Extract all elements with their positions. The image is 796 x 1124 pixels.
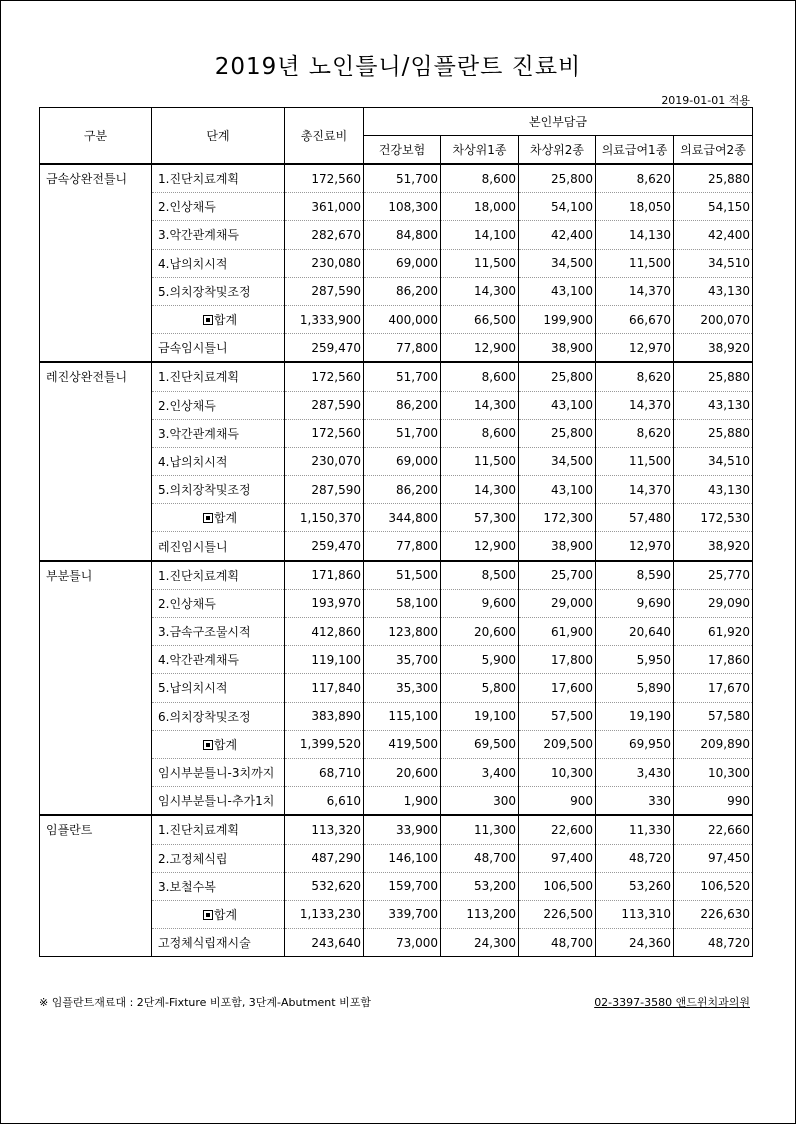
- total-cell: 172,560: [285, 164, 364, 193]
- total-cell: 113,320: [285, 815, 364, 844]
- copay-medical-aid-2-cell: 29,090: [674, 589, 753, 617]
- copay-near-poor-2-cell: 25,700: [519, 561, 596, 590]
- table-row: [40, 164, 753, 193]
- total-cell: 1,399,520: [285, 730, 364, 758]
- copay-medical-aid-1-cell: 66,670: [596, 305, 674, 333]
- stage-cell: 1.진단치료계획: [152, 815, 285, 844]
- copay-health-insurance-cell: 146,100: [364, 844, 441, 872]
- copay-health-insurance-cell: 159,700: [364, 872, 441, 900]
- copay-near-poor-2-cell: 38,900: [519, 334, 596, 363]
- copay-medical-aid-2-cell: 34,510: [674, 249, 753, 277]
- total-cell: 1,150,370: [285, 504, 364, 532]
- table-row: [40, 561, 753, 590]
- stage-cell: 2.인상채득: [152, 391, 285, 419]
- copay-near-poor-2-cell: 97,400: [519, 844, 596, 872]
- copay-health-insurance-cell: 33,900: [364, 815, 441, 844]
- copay-medical-aid-2-cell: 25,770: [674, 561, 753, 590]
- copay-medical-aid-1-cell: 69,950: [596, 730, 674, 758]
- group-1: [40, 362, 753, 560]
- header-copay-near-poor-2: 차상위2종: [519, 136, 596, 165]
- copay-near-poor-1-cell: 14,300: [441, 277, 519, 305]
- copay-near-poor-1-cell: 8,500: [441, 561, 519, 590]
- table-header: [40, 108, 753, 165]
- stage-cell: [152, 900, 285, 928]
- copay-medical-aid-1-cell: 9,690: [596, 589, 674, 617]
- copay-medical-aid-1-cell: 113,310: [596, 900, 674, 928]
- total-cell: 487,290: [285, 844, 364, 872]
- copay-near-poor-1-cell: 69,500: [441, 730, 519, 758]
- total-cell: 6,610: [285, 787, 364, 816]
- copay-near-poor-1-cell: 53,200: [441, 872, 519, 900]
- copay-near-poor-2-cell: 61,900: [519, 618, 596, 646]
- copay-medical-aid-1-cell: 53,260: [596, 872, 674, 900]
- table-row: [40, 362, 753, 391]
- total-cell: 243,640: [285, 929, 364, 957]
- copay-near-poor-1-cell: 14,300: [441, 476, 519, 504]
- copay-health-insurance-cell: 400,000: [364, 305, 441, 333]
- copay-medical-aid-2-cell: 34,510: [674, 447, 753, 475]
- total-cell: 282,670: [285, 221, 364, 249]
- copay-medical-aid-2-cell: 38,920: [674, 532, 753, 561]
- copay-medical-aid-2-cell: 25,880: [674, 164, 753, 193]
- copay-medical-aid-2-cell: 43,130: [674, 476, 753, 504]
- copay-near-poor-1-cell: 8,600: [441, 362, 519, 391]
- copay-medical-aid-2-cell: 25,880: [674, 362, 753, 391]
- copay-medical-aid-2-cell: 106,520: [674, 872, 753, 900]
- copay-near-poor-2-cell: 34,500: [519, 249, 596, 277]
- stage-cell: [152, 730, 285, 758]
- copay-health-insurance-cell: 77,800: [364, 334, 441, 363]
- copay-near-poor-1-cell: 8,600: [441, 164, 519, 193]
- category-cell: 레진상완전틀니: [40, 362, 152, 560]
- copay-near-poor-1-cell: 11,300: [441, 815, 519, 844]
- total-cell: 193,970: [285, 589, 364, 617]
- copay-health-insurance-cell: 69,000: [364, 249, 441, 277]
- copay-health-insurance-cell: 86,200: [364, 391, 441, 419]
- subtotal-label: 합계: [213, 511, 238, 526]
- total-cell: 259,470: [285, 532, 364, 561]
- subtotal-label: 합계: [213, 737, 238, 752]
- subtotal-square-icon: [203, 513, 213, 523]
- copay-near-poor-2-cell: 43,100: [519, 277, 596, 305]
- subtotal-square-icon: [203, 910, 213, 920]
- stage-cell: 임시부분틀니-3치까지: [152, 758, 285, 786]
- total-cell: 532,620: [285, 872, 364, 900]
- copay-medical-aid-2-cell: 10,300: [674, 758, 753, 786]
- copay-medical-aid-1-cell: 14,370: [596, 476, 674, 504]
- copay-health-insurance-cell: 1,900: [364, 787, 441, 816]
- copay-medical-aid-2-cell: 48,720: [674, 929, 753, 957]
- copay-health-insurance-cell: 51,500: [364, 561, 441, 590]
- copay-near-poor-2-cell: 34,500: [519, 447, 596, 475]
- copay-medical-aid-1-cell: 11,500: [596, 447, 674, 475]
- stage-cell: 5.의치장착및조정: [152, 476, 285, 504]
- copay-health-insurance-cell: 35,300: [364, 674, 441, 702]
- category-cell: 임플란트: [40, 815, 152, 956]
- copay-health-insurance-cell: 69,000: [364, 447, 441, 475]
- stage-cell: 3.악간관계채득: [152, 221, 285, 249]
- copay-near-poor-2-cell: 22,600: [519, 815, 596, 844]
- copay-near-poor-2-cell: 25,800: [519, 164, 596, 193]
- stage-cell: [152, 305, 285, 333]
- stage-cell: 2.인상채득: [152, 193, 285, 221]
- copay-health-insurance-cell: 51,700: [364, 419, 441, 447]
- copay-near-poor-2-cell: 17,800: [519, 646, 596, 674]
- stage-cell: 3.보철수복: [152, 872, 285, 900]
- copay-medical-aid-2-cell: 42,400: [674, 221, 753, 249]
- copay-health-insurance-cell: 123,800: [364, 618, 441, 646]
- copay-medical-aid-2-cell: 226,630: [674, 900, 753, 928]
- stage-cell: 1.진단치료계획: [152, 164, 285, 193]
- copay-health-insurance-cell: 51,700: [364, 164, 441, 193]
- copay-medical-aid-2-cell: 97,450: [674, 844, 753, 872]
- copay-medical-aid-2-cell: 54,150: [674, 193, 753, 221]
- clinic-contact: 02-3397-3580 앤드윈치과의원: [594, 996, 750, 1009]
- copay-health-insurance-cell: 84,800: [364, 221, 441, 249]
- total-cell: 412,860: [285, 618, 364, 646]
- copay-health-insurance-cell: 35,700: [364, 646, 441, 674]
- copay-near-poor-1-cell: 5,900: [441, 646, 519, 674]
- total-cell: 172,560: [285, 362, 364, 391]
- copay-medical-aid-1-cell: 8,590: [596, 561, 674, 590]
- total-cell: 172,560: [285, 419, 364, 447]
- stage-cell: 5.의치장착및조정: [152, 277, 285, 305]
- stage-cell: 3.금속구조물시적: [152, 618, 285, 646]
- copay-medical-aid-2-cell: 17,860: [674, 646, 753, 674]
- copay-medical-aid-2-cell: 43,130: [674, 277, 753, 305]
- copay-medical-aid-2-cell: 172,530: [674, 504, 753, 532]
- copay-medical-aid-1-cell: 330: [596, 787, 674, 816]
- copay-near-poor-2-cell: 106,500: [519, 872, 596, 900]
- stage-cell: 4.납의치시적: [152, 249, 285, 277]
- copay-near-poor-2-cell: 29,000: [519, 589, 596, 617]
- copay-near-poor-2-cell: 25,800: [519, 419, 596, 447]
- copay-near-poor-1-cell: 20,600: [441, 618, 519, 646]
- copay-health-insurance-cell: 419,500: [364, 730, 441, 758]
- stage-cell: 1.진단치료계획: [152, 362, 285, 391]
- stage-cell: 5.납의치시적: [152, 674, 285, 702]
- copay-near-poor-2-cell: 43,100: [519, 391, 596, 419]
- group-2: [40, 561, 753, 816]
- copay-medical-aid-1-cell: 14,370: [596, 277, 674, 305]
- total-cell: 1,133,230: [285, 900, 364, 928]
- stage-cell: 4.납의치시적: [152, 447, 285, 475]
- copay-near-poor-1-cell: 300: [441, 787, 519, 816]
- category-cell: 부분틀니: [40, 561, 152, 816]
- total-cell: 259,470: [285, 334, 364, 363]
- header-copay-group: 본인부담금: [364, 108, 753, 136]
- copay-near-poor-2-cell: 209,500: [519, 730, 596, 758]
- copay-near-poor-1-cell: 48,700: [441, 844, 519, 872]
- total-cell: 287,590: [285, 391, 364, 419]
- copay-health-insurance-cell: 86,200: [364, 476, 441, 504]
- total-cell: 117,840: [285, 674, 364, 702]
- stage-cell: 4.악간관계채득: [152, 646, 285, 674]
- copay-near-poor-1-cell: 19,100: [441, 702, 519, 730]
- copay-near-poor-2-cell: 42,400: [519, 221, 596, 249]
- stage-cell: 3.악간관계채득: [152, 419, 285, 447]
- stage-cell: 6.의치장착및조정: [152, 702, 285, 730]
- stage-cell: [152, 504, 285, 532]
- total-cell: 68,710: [285, 758, 364, 786]
- total-cell: 287,590: [285, 476, 364, 504]
- stage-cell: 2.고정체식립: [152, 844, 285, 872]
- total-cell: 361,000: [285, 193, 364, 221]
- total-cell: 383,890: [285, 702, 364, 730]
- copay-near-poor-1-cell: 9,600: [441, 589, 519, 617]
- copay-near-poor-1-cell: 57,300: [441, 504, 519, 532]
- subtotal-square-icon: [203, 315, 213, 325]
- copay-medical-aid-2-cell: 22,660: [674, 815, 753, 844]
- copay-health-insurance-cell: 339,700: [364, 900, 441, 928]
- subtotal-label: 합계: [213, 907, 238, 922]
- stage-cell: 1.진단치료계획: [152, 561, 285, 590]
- table-row: [40, 815, 753, 844]
- copay-near-poor-1-cell: 14,300: [441, 391, 519, 419]
- copay-near-poor-2-cell: 10,300: [519, 758, 596, 786]
- header-copay-medical-aid-1: 의료급여1종: [596, 136, 674, 165]
- copay-medical-aid-1-cell: 48,720: [596, 844, 674, 872]
- copay-near-poor-2-cell: 57,500: [519, 702, 596, 730]
- stage-cell: 임시부분틀니-추가1치: [152, 787, 285, 816]
- stage-cell: 레진임시틀니: [152, 532, 285, 561]
- copay-medical-aid-2-cell: 990: [674, 787, 753, 816]
- copay-medical-aid-2-cell: 61,920: [674, 618, 753, 646]
- copay-medical-aid-2-cell: 209,890: [674, 730, 753, 758]
- copay-medical-aid-1-cell: 11,330: [596, 815, 674, 844]
- copay-near-poor-1-cell: 12,900: [441, 532, 519, 561]
- copay-medical-aid-1-cell: 14,130: [596, 221, 674, 249]
- subtotal-square-icon: [203, 740, 213, 750]
- copay-health-insurance-cell: 20,600: [364, 758, 441, 786]
- copay-medical-aid-2-cell: 200,070: [674, 305, 753, 333]
- copay-near-poor-2-cell: 172,300: [519, 504, 596, 532]
- copay-health-insurance-cell: 73,000: [364, 929, 441, 957]
- copay-health-insurance-cell: 108,300: [364, 193, 441, 221]
- total-cell: 1,333,900: [285, 305, 364, 333]
- copay-near-poor-2-cell: 25,800: [519, 362, 596, 391]
- copay-medical-aid-2-cell: 43,130: [674, 391, 753, 419]
- copay-near-poor-1-cell: 113,200: [441, 900, 519, 928]
- copay-near-poor-2-cell: 38,900: [519, 532, 596, 561]
- apply-date: 2019-01-01 적용: [661, 94, 750, 107]
- copay-medical-aid-2-cell: 25,880: [674, 419, 753, 447]
- total-cell: 230,070: [285, 447, 364, 475]
- copay-medical-aid-2-cell: 38,920: [674, 334, 753, 363]
- stage-cell: 금속임시틀니: [152, 334, 285, 363]
- copay-medical-aid-1-cell: 5,890: [596, 674, 674, 702]
- copay-near-poor-2-cell: 17,600: [519, 674, 596, 702]
- stage-cell: 고정체식립재시술: [152, 929, 285, 957]
- stage-cell: 2.인상채득: [152, 589, 285, 617]
- footnote: ※ 임플란트재료대 : 2단계-Fixture 비포함, 3단계-Abutment 비포함: [39, 996, 371, 1009]
- copay-near-poor-2-cell: 226,500: [519, 900, 596, 928]
- copay-near-poor-1-cell: 8,600: [441, 419, 519, 447]
- copay-medical-aid-1-cell: 19,190: [596, 702, 674, 730]
- header-copay-health-insurance: 건강보험: [364, 136, 441, 165]
- copay-near-poor-1-cell: 5,800: [441, 674, 519, 702]
- copay-medical-aid-1-cell: 14,370: [596, 391, 674, 419]
- copay-medical-aid-1-cell: 11,500: [596, 249, 674, 277]
- copay-near-poor-1-cell: 11,500: [441, 447, 519, 475]
- copay-health-insurance-cell: 86,200: [364, 277, 441, 305]
- copay-near-poor-2-cell: 199,900: [519, 305, 596, 333]
- copay-near-poor-1-cell: 66,500: [441, 305, 519, 333]
- header-stage: 단계: [152, 108, 285, 165]
- copay-medical-aid-1-cell: 57,480: [596, 504, 674, 532]
- group-3: [40, 815, 753, 956]
- header-category: 구분: [40, 108, 152, 165]
- copay-near-poor-2-cell: 43,100: [519, 476, 596, 504]
- copay-near-poor-2-cell: 48,700: [519, 929, 596, 957]
- copay-medical-aid-1-cell: 24,360: [596, 929, 674, 957]
- document-title: 2019년 노인틀니/임플란트 진료비: [214, 54, 582, 80]
- category-cell: 금속상완전틀니: [40, 164, 152, 362]
- copay-health-insurance-cell: 77,800: [364, 532, 441, 561]
- copay-near-poor-2-cell: 900: [519, 787, 596, 816]
- copay-medical-aid-1-cell: 12,970: [596, 334, 674, 363]
- copay-health-insurance-cell: 58,100: [364, 589, 441, 617]
- copay-near-poor-1-cell: 24,300: [441, 929, 519, 957]
- copay-medical-aid-2-cell: 17,670: [674, 674, 753, 702]
- total-cell: 287,590: [285, 277, 364, 305]
- header-copay-near-poor-1: 차상위1종: [441, 136, 519, 165]
- copay-near-poor-2-cell: 54,100: [519, 193, 596, 221]
- total-cell: 171,860: [285, 561, 364, 590]
- copay-near-poor-1-cell: 18,000: [441, 193, 519, 221]
- copay-near-poor-1-cell: 14,100: [441, 221, 519, 249]
- copay-medical-aid-1-cell: 12,970: [596, 532, 674, 561]
- total-cell: 119,100: [285, 646, 364, 674]
- copay-medical-aid-1-cell: 8,620: [596, 419, 674, 447]
- copay-health-insurance-cell: 51,700: [364, 362, 441, 391]
- copay-medical-aid-1-cell: 8,620: [596, 362, 674, 391]
- copay-medical-aid-1-cell: 20,640: [596, 618, 674, 646]
- copay-medical-aid-1-cell: 8,620: [596, 164, 674, 193]
- subtotal-label: 합계: [213, 313, 238, 328]
- copay-near-poor-1-cell: 11,500: [441, 249, 519, 277]
- group-0: [40, 164, 753, 362]
- copay-health-insurance-cell: 344,800: [364, 504, 441, 532]
- copay-near-poor-1-cell: 12,900: [441, 334, 519, 363]
- copay-medical-aid-1-cell: 3,430: [596, 758, 674, 786]
- header-total: 총진료비: [285, 108, 364, 165]
- copay-medical-aid-1-cell: 5,950: [596, 646, 674, 674]
- copay-near-poor-1-cell: 3,400: [441, 758, 519, 786]
- copay-medical-aid-1-cell: 18,050: [596, 193, 674, 221]
- copay-medical-aid-2-cell: 57,580: [674, 702, 753, 730]
- header-copay-medical-aid-2: 의료급여2종: [674, 136, 753, 165]
- total-cell: 230,080: [285, 249, 364, 277]
- fee-table: [39, 107, 753, 957]
- copay-health-insurance-cell: 115,100: [364, 702, 441, 730]
